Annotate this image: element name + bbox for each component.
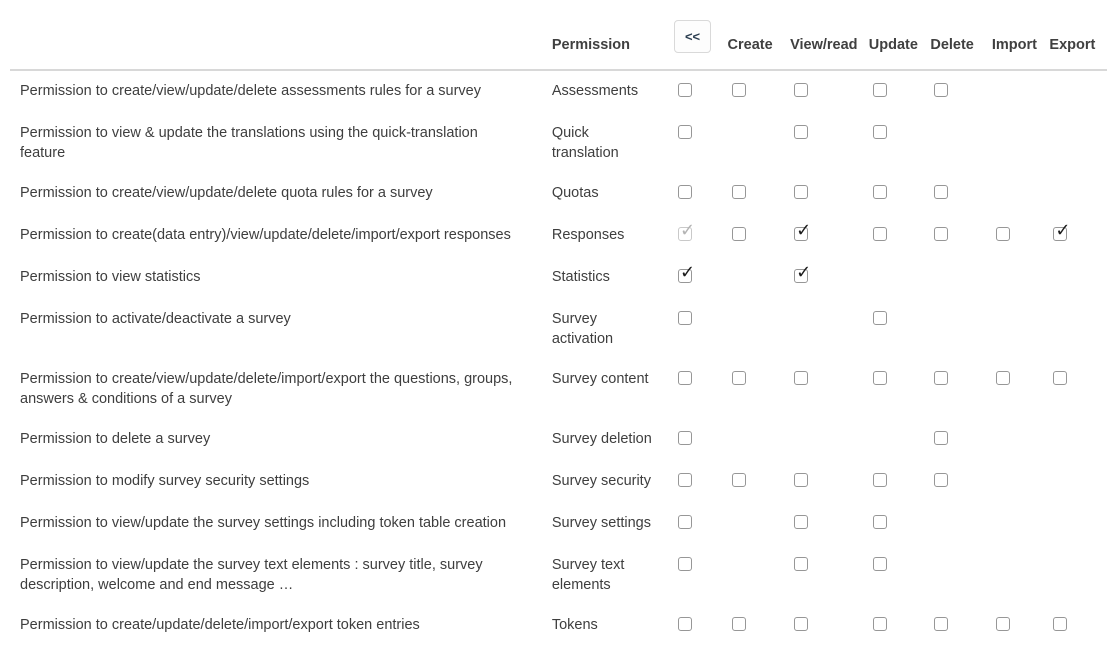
- table-row: [10, 113, 1107, 173]
- permission-description: Permission to create/view/update/delete assessments rules for a survey: [20, 83, 481, 99]
- check-mark-icon: ✓: [680, 262, 696, 282]
- checkbox-cell-update: [869, 70, 931, 113]
- permission-description: Permission to view & update the translations using the quick-translation feature: [20, 125, 478, 161]
- checkbox-cell-import: [992, 545, 1050, 605]
- permissions-table: [10, 0, 1107, 647]
- table-row: [10, 70, 1107, 113]
- checkbox-all[interactable]: [678, 371, 692, 385]
- permission-name: Statistics: [551, 269, 610, 285]
- checkbox-all[interactable]: [678, 125, 692, 139]
- permission-name: Quotas: [551, 185, 599, 201]
- checkbox-cell-delete: [930, 419, 992, 461]
- permission-name: Survey security: [551, 473, 651, 489]
- permission-description: Permission to create/view/update/delete/import/export the questions, groups, answers & conditions of a survey: [20, 371, 513, 407]
- checkbox-cell-create: [728, 215, 791, 257]
- checkbox-cell-export: [1049, 299, 1107, 359]
- permission-description: Permission to delete a survey: [20, 431, 211, 447]
- checkbox-create[interactable]: [732, 473, 746, 487]
- import-column-header: Import: [992, 0, 1050, 70]
- checkbox-view-read[interactable]: [794, 125, 808, 139]
- checkbox-import[interactable]: [996, 371, 1010, 385]
- table-row: [10, 299, 1107, 359]
- permissions-table-body: [10, 70, 1107, 647]
- checkbox-cell-update: [869, 359, 931, 419]
- checkbox-cell-import: [992, 70, 1050, 113]
- checkbox-cell-delete: [930, 215, 992, 257]
- table-row: [10, 503, 1107, 545]
- table-row: [10, 461, 1107, 503]
- checkbox-all[interactable]: [678, 262, 696, 283]
- checkbox-delete[interactable]: [934, 83, 948, 97]
- checkbox-cell-import: [992, 257, 1050, 299]
- checkbox-delete[interactable]: [934, 473, 948, 487]
- checkbox-cell-import: [992, 215, 1050, 257]
- checkbox-cell-view-read: [790, 257, 869, 299]
- table-row: [10, 359, 1107, 419]
- check-mark-icon: ✓: [796, 220, 812, 240]
- checkbox-import[interactable]: [996, 617, 1010, 631]
- checkbox-cell-all: [674, 173, 727, 215]
- checkbox-create[interactable]: [732, 227, 746, 241]
- checkbox-cell-all: [674, 503, 727, 545]
- checkbox-cell-create: [728, 359, 791, 419]
- table-row: [10, 545, 1107, 605]
- checkbox-delete[interactable]: [934, 371, 948, 385]
- checkbox-export[interactable]: [1053, 617, 1067, 631]
- table-row: [10, 215, 1107, 257]
- checkbox-all[interactable]: [678, 431, 692, 445]
- permission-name: Survey deletion: [551, 431, 652, 447]
- checkbox-cell-export: [1049, 359, 1107, 419]
- checkbox-cell-update: [869, 461, 931, 503]
- permission-name: Responses: [551, 227, 625, 243]
- check-mark-icon: ✓: [680, 220, 696, 240]
- table-row: [10, 173, 1107, 215]
- checkbox-cell-create: [728, 257, 791, 299]
- check-mark-icon: ✓: [796, 262, 812, 282]
- update-column-header: Update: [869, 0, 931, 70]
- checkbox-update[interactable]: [873, 557, 887, 571]
- permission-name: Assessments: [551, 83, 639, 99]
- checkbox-view-read[interactable]: [794, 185, 808, 199]
- checkbox-cell-update: [869, 215, 931, 257]
- checkbox-cell-delete: [930, 257, 992, 299]
- checkbox-cell-view-read: [790, 461, 869, 503]
- permission-name: Quick translation: [551, 125, 619, 161]
- checkbox-cell-import: [992, 503, 1050, 545]
- checkbox-cell-delete: [930, 299, 992, 359]
- checkbox-update[interactable]: [873, 185, 887, 199]
- checkbox-cell-import: [992, 605, 1050, 647]
- table-header-row: [10, 0, 1107, 70]
- permission-description: Permission to view/update the survey text elements : survey title, survey description, welcome and end message …: [20, 557, 483, 593]
- checkbox-cell-import: [992, 419, 1050, 461]
- permission-name: Survey activation: [551, 311, 614, 347]
- checkbox-cell-export: [1049, 70, 1107, 113]
- checkbox-cell-update: [869, 545, 931, 605]
- checkbox-cell-create: [728, 605, 791, 647]
- checkbox-cell-export: [1049, 113, 1107, 173]
- checkbox-cell-update: [869, 419, 931, 461]
- checkbox-create[interactable]: [732, 371, 746, 385]
- permission-name: Survey settings: [551, 515, 651, 531]
- checkbox-view-read[interactable]: [794, 617, 808, 631]
- permission-description: Permission to activate/deactivate a survey: [20, 311, 291, 327]
- checkbox-cell-import: [992, 113, 1050, 173]
- checkbox-view-read[interactable]: [794, 473, 808, 487]
- permission-name: Survey text elements: [551, 557, 625, 593]
- checkbox-cell-view-read: [790, 173, 869, 215]
- checkbox-cell-create: [728, 70, 791, 113]
- checkbox-create[interactable]: [732, 617, 746, 631]
- checkbox-cell-create: [728, 419, 791, 461]
- checkbox-cell-export: [1049, 173, 1107, 215]
- checkbox-cell-view-read: [790, 419, 869, 461]
- checkbox-delete[interactable]: [934, 431, 948, 445]
- view-read-column-header: View/read: [790, 0, 869, 70]
- checkbox-update[interactable]: [873, 371, 887, 385]
- checkbox-cell-view-read: [790, 113, 869, 173]
- checkbox-cell-update: [869, 299, 931, 359]
- checkbox-cell-delete: [930, 70, 992, 113]
- permission-description: Permission to create(data entry)/view/update/delete/import/export responses: [20, 227, 511, 243]
- permission-description: Permission to modify survey security settings: [20, 473, 310, 489]
- permission-name: Survey content: [551, 371, 649, 387]
- checkbox-cell-all: [674, 215, 727, 257]
- checkbox-view-read[interactable]: [794, 83, 808, 97]
- checkbox-cell-view-read: [790, 299, 869, 359]
- checkbox-update[interactable]: [873, 83, 887, 97]
- checkbox-cell-update: [869, 113, 931, 173]
- checkbox-cell-all: [674, 113, 727, 173]
- checkbox-cell-view-read: [790, 359, 869, 419]
- checkbox-cell-create: [728, 113, 791, 173]
- checkbox-cell-export: [1049, 215, 1107, 257]
- checkbox-cell-import: [992, 173, 1050, 215]
- create-column-header: Create: [728, 0, 791, 70]
- permission-description: Permission to view/update the survey settings including token table creation: [20, 515, 507, 531]
- checkbox-update[interactable]: [873, 125, 887, 139]
- checkbox-cell-export: [1049, 503, 1107, 545]
- checkbox-cell-view-read: [790, 215, 869, 257]
- checkbox-all[interactable]: [678, 515, 692, 529]
- checkbox-all[interactable]: [678, 557, 692, 571]
- checkbox-cell-delete: [930, 461, 992, 503]
- checkbox-cell-create: [728, 461, 791, 503]
- table-row: [10, 605, 1107, 647]
- checkbox-cell-view-read: [790, 545, 869, 605]
- toggle-all-column-header: [674, 0, 727, 70]
- checkbox-cell-delete: [930, 113, 992, 173]
- checkbox-cell-update: [869, 503, 931, 545]
- checkbox-cell-view-read: [790, 503, 869, 545]
- checkbox-cell-all: [674, 419, 727, 461]
- checkbox-cell-import: [992, 461, 1050, 503]
- checkbox-cell-all: [674, 299, 727, 359]
- checkbox-cell-export: [1049, 545, 1107, 605]
- checkbox-cell-import: [992, 299, 1050, 359]
- checkbox-cell-delete: [930, 545, 992, 605]
- checkbox-cell-export: [1049, 605, 1107, 647]
- checkbox-update[interactable]: [873, 515, 887, 529]
- checkbox-update[interactable]: [873, 473, 887, 487]
- checkbox-delete[interactable]: [934, 185, 948, 199]
- checkbox-cell-delete: [930, 173, 992, 215]
- checkbox-export[interactable]: [1053, 371, 1067, 385]
- checkbox-cell-all: [674, 257, 727, 299]
- checkbox-cell-export: [1049, 419, 1107, 461]
- check-mark-icon: ✓: [1055, 220, 1071, 240]
- checkbox-create[interactable]: [732, 185, 746, 199]
- checkbox-view-read[interactable]: [794, 371, 808, 385]
- checkbox-cell-delete: [930, 503, 992, 545]
- checkbox-cell-export: [1049, 257, 1107, 299]
- checkbox-all[interactable]: [678, 311, 692, 325]
- checkbox-cell-delete: [930, 359, 992, 419]
- checkbox-export[interactable]: [1053, 220, 1071, 241]
- checkbox-cell-import: [992, 359, 1050, 419]
- checkbox-cell-create: [728, 173, 791, 215]
- checkbox-cell-all: [674, 545, 727, 605]
- checkbox-view-read[interactable]: [794, 557, 808, 571]
- checkbox-all[interactable]: [678, 185, 692, 199]
- checkbox-create[interactable]: [732, 83, 746, 97]
- checkbox-cell-all: [674, 70, 727, 113]
- checkbox-view-read[interactable]: [794, 515, 808, 529]
- checkbox-cell-delete: [930, 605, 992, 647]
- checkbox-all: [678, 220, 696, 241]
- checkbox-cell-create: [728, 503, 791, 545]
- checkbox-all[interactable]: [678, 83, 692, 97]
- checkbox-cell-update: [869, 257, 931, 299]
- toggle-all-button[interactable]: <<: [674, 20, 711, 53]
- permission-description: Permission to create/view/update/delete quota rules for a survey: [20, 185, 433, 201]
- permission-description: Permission to create/update/delete/import/export token entries: [20, 617, 420, 633]
- checkbox-import[interactable]: [996, 227, 1010, 241]
- checkbox-cell-export: [1049, 461, 1107, 503]
- checkbox-cell-all: [674, 359, 727, 419]
- checkbox-view-read[interactable]: [794, 220, 812, 241]
- checkbox-cell-update: [869, 173, 931, 215]
- checkbox-cell-all: [674, 461, 727, 503]
- checkbox-cell-view-read: [790, 605, 869, 647]
- table-row: [10, 419, 1107, 461]
- checkbox-view-read[interactable]: [794, 262, 812, 283]
- checkbox-cell-create: [728, 545, 791, 605]
- checkbox-cell-all: [674, 605, 727, 647]
- permission-column-header: Permission: [542, 0, 674, 70]
- permission-name: Tokens: [551, 617, 598, 633]
- description-column-header: [10, 0, 542, 70]
- checkbox-cell-create: [728, 299, 791, 359]
- checkbox-update[interactable]: [873, 617, 887, 631]
- checkbox-all[interactable]: [678, 473, 692, 487]
- permission-description: Permission to view statistics: [20, 269, 201, 285]
- checkbox-cell-view-read: [790, 70, 869, 113]
- checkbox-update[interactable]: [873, 227, 887, 241]
- checkbox-delete[interactable]: [934, 227, 948, 241]
- checkbox-delete[interactable]: [934, 617, 948, 631]
- delete-column-header: Delete: [930, 0, 992, 70]
- checkbox-all[interactable]: [678, 617, 692, 631]
- checkbox-cell-update: [869, 605, 931, 647]
- table-row: [10, 257, 1107, 299]
- export-column-header: Export: [1049, 0, 1107, 70]
- checkbox-update[interactable]: [873, 311, 887, 325]
